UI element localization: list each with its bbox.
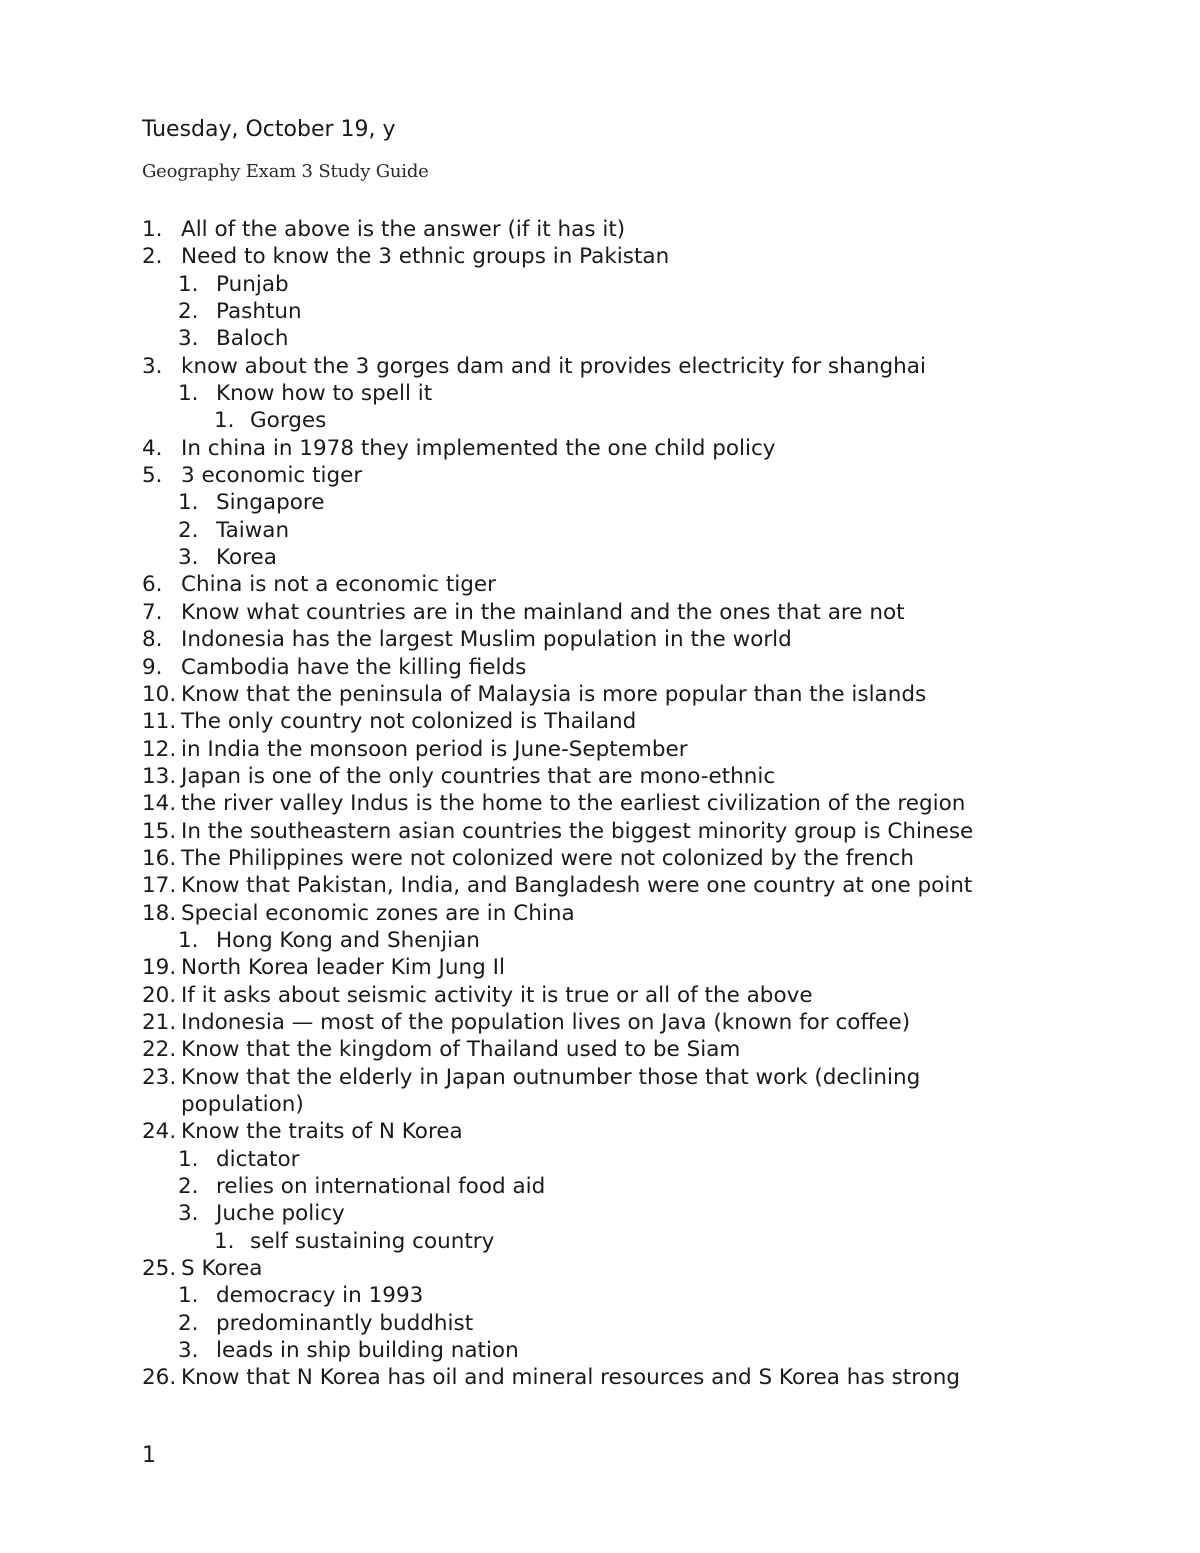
list-item-text: Know how to spell it — [216, 381, 433, 407]
list-item — [142, 1228, 1142, 1255]
list-item-number: 1. — [214, 408, 235, 434]
list-item-number: 1. — [214, 1228, 235, 1254]
list-item-text: Juche policy — [216, 1201, 345, 1227]
list-item-number: 15. — [142, 818, 177, 844]
list-item-text: relies on international food aid — [216, 1174, 546, 1200]
list-item — [142, 1146, 1142, 1173]
list-item — [142, 1337, 1142, 1364]
list-item-text: All of the above is the answer (if it has it) — [181, 217, 626, 242]
list-item-number: 20. — [142, 982, 177, 1008]
study-guide-list — [142, 216, 1142, 1392]
list-item-text: If it asks about seismic activity it is true or all of the above — [181, 982, 813, 1008]
list-item — [142, 1310, 1142, 1337]
list-item-text: North Korea leader Kim Jung Il — [181, 955, 505, 981]
list-item-text: S Korea — [181, 1256, 263, 1282]
list-item-text: Know that N Korea has oil and mineral resources and S Korea has strong — [181, 1365, 960, 1391]
list-item-number: 19. — [142, 955, 177, 981]
list-item — [142, 298, 1142, 325]
list-item — [142, 599, 1142, 626]
list-item-text: China is not a economic tiger — [181, 572, 496, 598]
list-item — [142, 1255, 1142, 1282]
list-item — [142, 380, 1142, 407]
list-item — [142, 818, 1142, 845]
list-item-text: in India the monsoon period is June-September — [181, 736, 688, 762]
list-item — [142, 982, 1142, 1009]
list-item-text: The only country not colonized is Thailand — [181, 709, 637, 735]
list-item-text: dictator — [216, 1146, 300, 1172]
list-item — [142, 626, 1142, 653]
list-item — [142, 1064, 1142, 1091]
list-item — [142, 1091, 1142, 1118]
list-item — [142, 954, 1142, 981]
list-item-number: 7. — [142, 599, 163, 625]
list-item-text: Know that the kingdom of Thailand used to be Siam — [181, 1037, 741, 1063]
list-item-number: 14. — [142, 791, 177, 817]
list-item — [142, 489, 1142, 516]
list-item-text: The Philippines were not colonized were not colonized by the french — [181, 845, 915, 871]
list-item-text: Know the traits of N Korea — [181, 1119, 463, 1145]
list-item-text: Special economic zones are in China — [181, 900, 575, 926]
list-item-text: leads in ship building nation — [216, 1338, 519, 1364]
list-item-number: 11. — [142, 709, 177, 735]
list-item-number: 5. — [142, 463, 163, 489]
list-item-number: 3. — [142, 353, 163, 379]
list-item-number: 12. — [142, 736, 177, 762]
list-item — [142, 681, 1142, 708]
list-item — [142, 1009, 1142, 1036]
list-item — [142, 407, 1142, 434]
list-item-number: 23. — [142, 1064, 177, 1090]
list-item-text: Korea — [216, 545, 277, 571]
list-item-text: In the southeastern asian countries the biggest minority group is Chinese — [181, 818, 974, 844]
list-item-number: 17. — [142, 873, 177, 899]
list-item-number: 3. — [178, 326, 199, 352]
list-item-number: 26. — [142, 1365, 177, 1391]
list-item-number: 3. — [178, 1201, 199, 1227]
list-item-text: Baloch — [216, 326, 289, 352]
list-item-number: 2. — [178, 299, 199, 325]
list-item-number: 1. — [178, 927, 199, 953]
list-item — [142, 1200, 1142, 1227]
list-item — [142, 790, 1142, 817]
list-item-text: In china in 1978 they implemented the one child policy — [181, 435, 776, 461]
list-item — [142, 353, 1142, 380]
list-item-text: Know that Pakistan, India, and Bangladesh were one country at one point — [181, 873, 973, 899]
list-item-number: 3. — [178, 545, 199, 571]
list-item-text: Taiwan — [216, 517, 290, 543]
list-item-text: Know that the peninsula of Malaysia is more popular than the islands — [181, 681, 927, 707]
list-item-text: predominantly buddhist — [216, 1310, 474, 1336]
list-item-number: 4. — [142, 435, 163, 461]
list-item-number: 22. — [142, 1037, 177, 1063]
list-item-text: self sustaining country — [250, 1228, 495, 1254]
page-number: 1 — [142, 1443, 156, 1468]
list-item-text: know about the 3 gorges dam and it provides electricity for shanghai — [181, 353, 926, 379]
list-item-text: Indonesia has the largest Muslim population in the world — [181, 627, 792, 653]
list-item — [142, 216, 1142, 243]
list-item — [142, 1036, 1142, 1063]
list-item-text: democracy in 1993 — [216, 1283, 424, 1309]
list-item — [142, 571, 1142, 598]
list-item-text: Cambodia have the killing fields — [181, 654, 527, 680]
list-item — [142, 462, 1142, 489]
list-item-number: 1. — [142, 217, 163, 242]
list-item-text: Punjab — [216, 271, 289, 297]
list-item-number: 16. — [142, 845, 177, 871]
list-item-number: 2. — [178, 1174, 199, 1200]
list-item — [142, 654, 1142, 681]
document-date: Tuesday, October 19, y — [142, 117, 396, 142]
list-item — [142, 1282, 1142, 1309]
list-item — [142, 271, 1142, 298]
list-item — [142, 325, 1142, 352]
list-item — [142, 243, 1142, 270]
list-item-number: 10. — [142, 681, 177, 707]
list-item-text: Indonesia — most of the population lives on Java (known for coffee) — [181, 1009, 911, 1035]
list-item-number: 1. — [178, 490, 199, 516]
list-item-text: the river valley Indus is the home to the earliest civilization of the region — [181, 791, 966, 817]
document-title: Geography Exam 3 Study Guide — [142, 161, 429, 182]
list-item-number: 13. — [142, 763, 177, 789]
list-item-number: 6. — [142, 572, 163, 598]
list-item-number: 25. — [142, 1256, 177, 1282]
list-item-text: Gorges — [250, 408, 327, 434]
list-item-number: 1. — [178, 271, 199, 297]
list-item — [142, 1118, 1142, 1145]
list-item — [142, 872, 1142, 899]
list-item-number: 18. — [142, 900, 177, 926]
list-item-number: 1. — [178, 1146, 199, 1172]
list-item-number: 1. — [178, 1283, 199, 1309]
list-item — [142, 736, 1142, 763]
list-item-number: 2. — [142, 244, 163, 270]
list-item — [142, 763, 1142, 790]
list-item-number: 2. — [178, 517, 199, 543]
list-item — [142, 708, 1142, 735]
list-item — [142, 1364, 1142, 1391]
list-item-text: 3 economic tiger — [181, 463, 363, 489]
list-item-text: Hong Kong and Shenjian — [216, 927, 480, 953]
list-item-number: 21. — [142, 1009, 177, 1035]
list-item-number: 9. — [142, 654, 163, 680]
list-item — [142, 927, 1142, 954]
list-item-number: 2. — [178, 1310, 199, 1336]
list-item — [142, 900, 1142, 927]
list-item-text: Know that the elderly in Japan outnumber those that work (declining — [181, 1064, 921, 1090]
list-item-number: 8. — [142, 627, 163, 653]
list-item — [142, 1173, 1142, 1200]
list-item — [142, 435, 1142, 462]
list-item-text: Pashtun — [216, 299, 302, 325]
list-item-number: 24. — [142, 1119, 177, 1145]
list-item-text: population) — [181, 1092, 304, 1117]
list-item-number: 3. — [178, 1338, 199, 1364]
list-item-text: Japan is one of the only countries that are mono-ethnic — [181, 763, 776, 789]
list-item — [142, 517, 1142, 544]
list-item — [142, 845, 1142, 872]
list-item-text: Singapore — [216, 490, 325, 516]
list-item-number: 1. — [178, 381, 199, 407]
list-item-text: Know what countries are in the mainland and the ones that are not — [181, 599, 905, 625]
list-item — [142, 544, 1142, 571]
list-item-text: Need to know the 3 ethnic groups in Pakistan — [181, 244, 670, 270]
